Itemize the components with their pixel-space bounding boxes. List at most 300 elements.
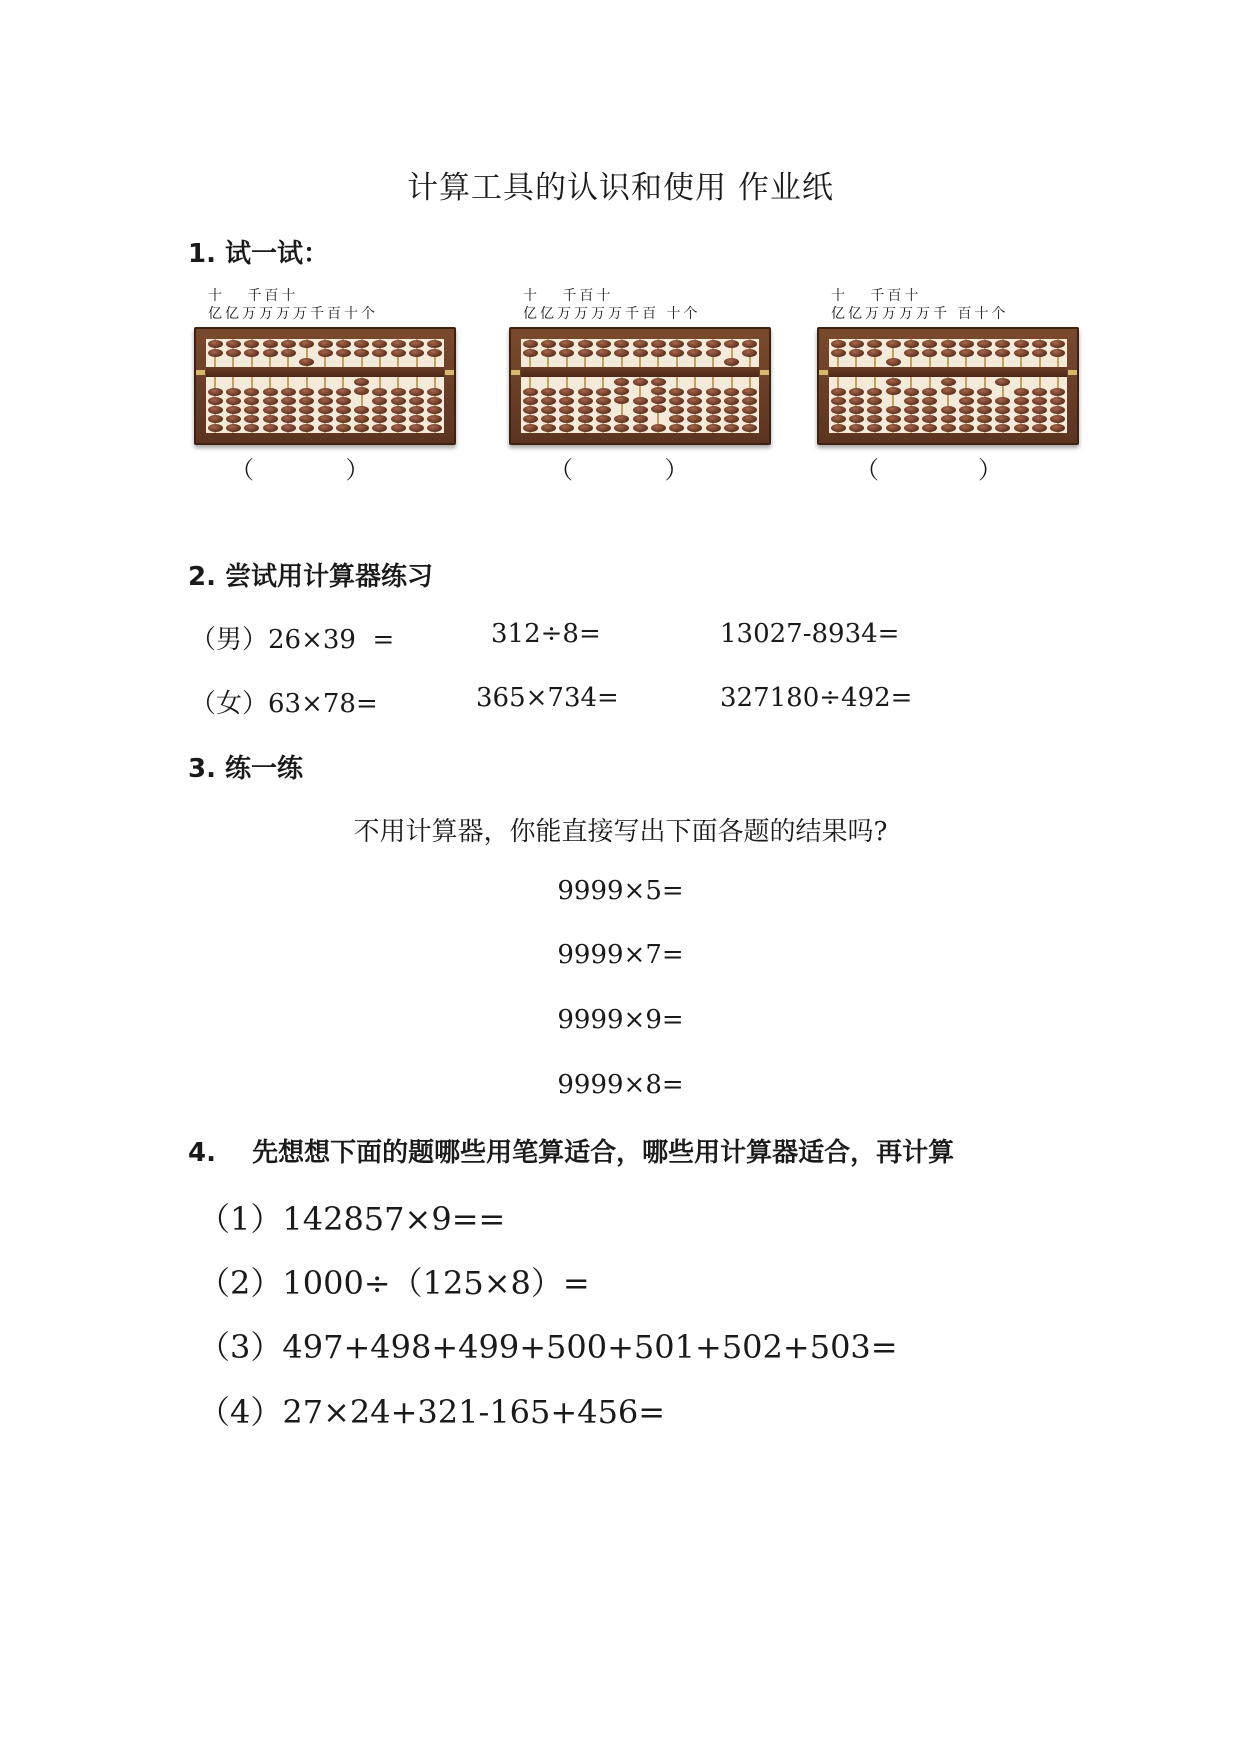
abacus-bead-icon (281, 397, 296, 405)
practice-item: 9999×7= (557, 940, 684, 970)
practice-prompt: 不用计算器，你能直接写出下面各题的结果吗? (353, 817, 888, 847)
abacus-bead-icon (263, 406, 278, 414)
abacus-bead-icon (867, 397, 882, 405)
abacus-bead-icon (391, 388, 406, 396)
abacus-bead-icon (391, 349, 406, 357)
abacus-bead-icon (941, 424, 956, 432)
abacus-bead-icon (922, 415, 937, 423)
abacus-bead-icon (1032, 388, 1047, 396)
abacus-bead-icon (336, 415, 351, 423)
abacus-bead-icon (614, 340, 629, 348)
calc-exercise: 365×734= (476, 683, 619, 713)
abacus-bead-icon (523, 415, 538, 423)
abacus-bead-icon (299, 415, 314, 423)
abacus-bead-icon (1050, 340, 1065, 348)
abacus-bead-icon (354, 349, 369, 357)
abacus-frame (509, 327, 771, 445)
abacus-3 (817, 287, 1087, 445)
abacus-bead-icon (372, 424, 387, 432)
abacus-bead-icon (724, 424, 739, 432)
abacus-bead-icon (941, 387, 956, 395)
abacus-bead-icon (614, 396, 629, 404)
practice-item: 9999×9= (557, 1005, 684, 1035)
abacus-bead-icon (208, 424, 223, 432)
abacus-bead-icon (886, 406, 901, 414)
abacus-bead-icon (263, 397, 278, 405)
brass-fitting-icon (445, 370, 454, 375)
abacus-place-labels: 十 千百十 亿亿万万万万千百 十个 (523, 288, 701, 322)
abacus-bead-icon (1014, 406, 1029, 414)
abacus-bead-icon (849, 340, 864, 348)
abacus-bead-icon (959, 406, 974, 414)
brass-fitting-icon (196, 370, 205, 375)
abacus-bead-icon (1014, 349, 1029, 357)
abacus-bead-icon (995, 424, 1010, 432)
abacus-bead-icon (959, 388, 974, 396)
abacus-bead-icon (687, 397, 702, 405)
abacus-bead-icon (409, 406, 424, 414)
abacus-bead-icon (724, 358, 739, 366)
abacus-bead-icon (281, 415, 296, 423)
abacus-bead-icon (706, 406, 721, 414)
abacus-bead-icon (578, 340, 593, 348)
abacus-bead-icon (687, 415, 702, 423)
abacus-bead-icon (354, 378, 369, 386)
section-1-heading: 1. 试一试： (188, 239, 330, 269)
calc-exercise: （女）63×78= (190, 689, 378, 719)
abacus-bead-icon (263, 340, 278, 348)
abacus-bead-icon (669, 424, 684, 432)
section-3-heading: 3. 练一练 (188, 754, 304, 784)
choose-method-item: （1）142857×9== (198, 1200, 506, 1238)
abacus-bead-icon (336, 388, 351, 396)
abacus-bead-icon (409, 424, 424, 432)
abacus-bead-icon (687, 388, 702, 396)
abacus-bead-icon (651, 387, 666, 395)
abacus-bead-icon (244, 340, 259, 348)
abacus-bead-icon (742, 415, 757, 423)
abacus-bead-icon (208, 415, 223, 423)
abacus-bead-icon (1050, 406, 1065, 414)
abacus-bead-icon (977, 349, 992, 357)
abacus-bead-icon (427, 406, 442, 414)
abacus-bead-icon (208, 340, 223, 348)
abacus-bead-icon (959, 340, 974, 348)
abacus-bead-icon (669, 340, 684, 348)
abacus-bead-icon (263, 415, 278, 423)
abacus-bead-icon (427, 415, 442, 423)
abacus-bead-icon (977, 388, 992, 396)
abacus-bead-icon (596, 406, 611, 414)
abacus-bead-icon (226, 415, 241, 423)
abacus-1 (194, 287, 464, 445)
choose-method-item: （4）27×24+321-165+456= (198, 1393, 666, 1431)
abacus-bead-icon (281, 406, 296, 414)
abacus-bead-icon (1050, 397, 1065, 405)
choose-method-item: （3）497+498+499+500+501+502+503= (198, 1328, 898, 1366)
abacus-bead-icon (263, 349, 278, 357)
abacus-bead-icon (318, 397, 333, 405)
abacus-bead-icon (596, 397, 611, 405)
abacus-bead-icon (1032, 340, 1047, 348)
abacus-bead-icon (886, 415, 901, 423)
abacus-bead-icon (724, 397, 739, 405)
abacus-bead-icon (941, 406, 956, 414)
abacus-bead-icon (299, 424, 314, 432)
abacus-bead-icon (226, 406, 241, 414)
choose-method-item: （2）1000÷（125×8）= (198, 1264, 590, 1302)
abacus-bead-icon (742, 424, 757, 432)
abacus-bead-icon (633, 397, 648, 405)
abacus-bead-icon (995, 349, 1010, 357)
abacus-bead-icon (651, 340, 666, 348)
abacus-bead-icon (409, 415, 424, 423)
abacus-bead-icon (226, 397, 241, 405)
abacus-bead-icon (904, 349, 919, 357)
abacus-bead-icon (391, 340, 406, 348)
abacus-bead-icon (849, 415, 864, 423)
answer-blank-2[interactable]: （ ） (549, 456, 689, 484)
abacus-bead-icon (959, 397, 974, 405)
abacus-bead-icon (208, 397, 223, 405)
calc-exercise: 312÷8= (491, 619, 601, 649)
abacus-bead-icon (391, 415, 406, 423)
abacus-bead-icon (904, 397, 919, 405)
section-4-heading: 4. 先想想下面的题哪些用笔算适合，哪些用计算器适合，再计算 (188, 1138, 955, 1168)
practice-item: 9999×5= (557, 876, 684, 906)
abacus-bead-icon (633, 415, 648, 423)
abacus-frame (817, 327, 1079, 445)
abacus-bead-icon (578, 388, 593, 396)
abacus-bead-icon (687, 349, 702, 357)
abacus-bead-icon (299, 397, 314, 405)
abacus-bead-icon (391, 424, 406, 432)
abacus-2 (509, 287, 779, 445)
abacus-bead-icon (831, 388, 846, 396)
abacus-bead-icon (523, 340, 538, 348)
abacus-bead-icon (596, 388, 611, 396)
abacus-bead-icon (633, 340, 648, 348)
abacus-bead-icon (578, 424, 593, 432)
abacus-bead-icon (867, 424, 882, 432)
abacus-bead-icon (578, 406, 593, 414)
section-2-heading: 2. 尝试用计算器练习 (188, 562, 434, 592)
abacus-bead-icon (263, 424, 278, 432)
abacus-bead-icon (941, 349, 956, 357)
abacus-bead-icon (409, 397, 424, 405)
abacus-bead-icon (354, 424, 369, 432)
abacus-bead-icon (831, 397, 846, 405)
abacus-bead-icon (372, 415, 387, 423)
abacus-bead-icon (541, 388, 556, 396)
abacus-bead-icon (354, 406, 369, 414)
abacus-bead-icon (208, 406, 223, 414)
abacus-bead-icon (427, 397, 442, 405)
abacus-bead-icon (409, 340, 424, 348)
abacus-bead-icon (706, 388, 721, 396)
abacus-bead-icon (849, 388, 864, 396)
abacus-bead-icon (244, 349, 259, 357)
abacus-bead-icon (669, 349, 684, 357)
abacus-bead-icon (831, 415, 846, 423)
abacus-bead-icon (614, 387, 629, 395)
abacus-bead-icon (904, 415, 919, 423)
brass-fitting-icon (819, 370, 828, 375)
abacus-bead-icon (318, 406, 333, 414)
abacus-bead-icon (614, 424, 629, 432)
abacus-bead-icon (977, 415, 992, 423)
abacus-bead-icon (372, 388, 387, 396)
abacus-bead-icon (409, 388, 424, 396)
abacus-bead-icon (1050, 388, 1065, 396)
abacus-bead-icon (706, 349, 721, 357)
abacus-bead-icon (208, 388, 223, 396)
abacus-bead-icon (1014, 397, 1029, 405)
abacus-bead-icon (724, 388, 739, 396)
abacus-bead-icon (831, 424, 846, 432)
calc-exercise: 327180÷492= (720, 683, 913, 713)
abacus-bead-icon (244, 406, 259, 414)
abacus-bead-icon (409, 349, 424, 357)
abacus-bead-icon (1050, 415, 1065, 423)
abacus-bead-icon (523, 349, 538, 357)
abacus-bead-icon (226, 340, 241, 348)
abacus-bead-icon (669, 415, 684, 423)
abacus-bead-icon (299, 358, 314, 366)
abacus-bead-icon (651, 378, 666, 386)
abacus-bead-icon (886, 358, 901, 366)
abacus-bead-icon (578, 349, 593, 357)
abacus-bead-icon (633, 349, 648, 357)
calc-exercise: 13027-8934= (720, 619, 900, 649)
abacus-bead-icon (886, 340, 901, 348)
abacus-bead-icon (977, 340, 992, 348)
abacus-bead-icon (541, 424, 556, 432)
abacus-bead-icon (318, 340, 333, 348)
abacus-bead-icon (299, 340, 314, 348)
abacus-bead-icon (742, 388, 757, 396)
abacus-bead-icon (724, 340, 739, 348)
abacus-bead-icon (959, 424, 974, 432)
abacus-bead-icon (372, 340, 387, 348)
abacus-bead-icon (1032, 424, 1047, 432)
abacus-bead-icon (559, 340, 574, 348)
abacus-bead-icon (336, 424, 351, 432)
abacus-bead-icon (263, 388, 278, 396)
abacus-bead-icon (299, 388, 314, 396)
abacus-bead-icon (941, 415, 956, 423)
abacus-bead-icon (977, 397, 992, 405)
abacus-frame (194, 327, 456, 445)
answer-blank-1[interactable]: （ ） (230, 456, 370, 484)
abacus-bead-icon (1014, 340, 1029, 348)
abacus-bead-icon (922, 397, 937, 405)
abacus-bead-icon (427, 340, 442, 348)
abacus-bead-icon (1050, 349, 1065, 357)
abacus-bead-icon (886, 387, 901, 395)
abacus-bead-icon (427, 388, 442, 396)
abacus-bead-icon (831, 340, 846, 348)
abacus-bead-icon (281, 340, 296, 348)
abacus-bead-icon (427, 424, 442, 432)
abacus-bead-icon (244, 397, 259, 405)
abacus-bead-icon (318, 424, 333, 432)
abacus-bead-icon (541, 415, 556, 423)
abacus-bead-icon (559, 415, 574, 423)
abacus-bead-icon (318, 415, 333, 423)
abacus-bead-icon (849, 424, 864, 432)
abacus-bead-icon (886, 424, 901, 432)
abacus-bead-icon (941, 340, 956, 348)
abacus-bead-icon (596, 349, 611, 357)
abacus-bead-icon (904, 424, 919, 432)
abacus-bead-icon (372, 397, 387, 405)
abacus-bead-icon (742, 406, 757, 414)
abacus-bead-icon (226, 424, 241, 432)
abacus-bead-icon (651, 405, 666, 413)
abacus-bead-icon (904, 406, 919, 414)
abacus-bead-icon (523, 388, 538, 396)
calc-exercise: （男）26×39 = (190, 625, 395, 655)
abacus-bead-icon (208, 349, 223, 357)
abacus-bead-icon (995, 397, 1010, 405)
abacus-bead-icon (226, 349, 241, 357)
abacus-place-labels: 十 千百十 亿亿万万万万千 百十个 (831, 288, 1009, 322)
abacus-bead-icon (724, 406, 739, 414)
abacus-bead-icon (831, 406, 846, 414)
abacus-bead-icon (523, 424, 538, 432)
abacus-bead-icon (1032, 406, 1047, 414)
abacus-bead-icon (523, 406, 538, 414)
abacus-bead-icon (706, 340, 721, 348)
abacus-bead-icon (922, 349, 937, 357)
abacus-bead-icon (831, 349, 846, 357)
abacus-bead-icon (596, 340, 611, 348)
abacus-bead-icon (742, 349, 757, 357)
abacus-bead-icon (724, 415, 739, 423)
abacus-bead-icon (669, 388, 684, 396)
abacus-bead-icon (391, 406, 406, 414)
abacus-bead-icon (244, 415, 259, 423)
abacus-bead-icon (541, 349, 556, 357)
abacus-bead-icon (959, 415, 974, 423)
abacus-bead-icon (687, 340, 702, 348)
abacus-bead-icon (281, 424, 296, 432)
practice-item: 9999×8= (557, 1070, 684, 1100)
abacus-bead-icon (669, 397, 684, 405)
abacus-bead-icon (995, 415, 1010, 423)
answer-blank-3[interactable]: （ ） (855, 456, 1003, 484)
abacus-bead-icon (1032, 349, 1047, 357)
abacus-bead-icon (354, 387, 369, 395)
abacus-bead-icon (849, 406, 864, 414)
brass-fitting-icon (760, 370, 769, 375)
abacus-bead-icon (1032, 415, 1047, 423)
abacus-bead-icon (559, 424, 574, 432)
abacus-bead-icon (1014, 388, 1029, 396)
abacus-bead-icon (372, 349, 387, 357)
abacus-bead-icon (651, 349, 666, 357)
abacus-bead-icon (244, 388, 259, 396)
abacus-bead-icon (867, 415, 882, 423)
abacus-bead-icon (687, 424, 702, 432)
abacus-bead-icon (559, 397, 574, 405)
abacus-bead-icon (687, 406, 702, 414)
abacus-bead-icon (742, 340, 757, 348)
abacus-bead-icon (336, 397, 351, 405)
abacus-bead-icon (523, 397, 538, 405)
abacus-bead-icon (614, 415, 629, 423)
abacus-bead-icon (299, 406, 314, 414)
abacus-bead-icon (651, 396, 666, 404)
abacus-bead-icon (244, 424, 259, 432)
abacus-bead-icon (578, 415, 593, 423)
abacus-bead-icon (559, 349, 574, 357)
abacus-bead-icon (559, 406, 574, 414)
abacus-bead-icon (959, 349, 974, 357)
abacus-bead-icon (633, 424, 648, 432)
abacus-bead-icon (578, 397, 593, 405)
abacus-bead-icon (669, 406, 684, 414)
abacus-bead-icon (849, 397, 864, 405)
abacus-bead-icon (354, 340, 369, 348)
abacus-bead-icon (651, 424, 666, 432)
abacus-bead-icon (281, 349, 296, 357)
abacus-bead-icon (372, 406, 387, 414)
abacus-bead-icon (867, 388, 882, 396)
abacus-bead-icon (354, 415, 369, 423)
abacus-bead-icon (706, 415, 721, 423)
abacus-bead-icon (706, 424, 721, 432)
abacus-bead-icon (867, 349, 882, 357)
abacus-bead-icon (427, 349, 442, 357)
abacus-bead-icon (977, 424, 992, 432)
abacus-bead-icon (1014, 415, 1029, 423)
abacus-bead-icon (633, 378, 648, 386)
abacus-bead-icon (941, 378, 956, 386)
brass-fitting-icon (511, 370, 520, 375)
abacus-bead-icon (596, 415, 611, 423)
abacus-bead-icon (336, 349, 351, 357)
abacus-bead-icon (904, 340, 919, 348)
abacus-bead-icon (922, 424, 937, 432)
abacus-bead-icon (995, 406, 1010, 414)
abacus-bead-icon (922, 340, 937, 348)
abacus-bead-icon (995, 378, 1010, 386)
abacus-bead-icon (633, 406, 648, 414)
abacus-bead-icon (391, 397, 406, 405)
abacus-bead-icon (318, 349, 333, 357)
abacus-place-labels: 十 千百十 亿亿万万万万千百十个 (208, 288, 378, 322)
abacus-bead-icon (541, 397, 556, 405)
abacus-bead-icon (922, 388, 937, 396)
abacus-bead-icon (995, 340, 1010, 348)
abacus-bead-icon (614, 378, 629, 386)
abacus-bead-icon (1050, 424, 1065, 432)
abacus-bead-icon (742, 397, 757, 405)
abacus-bead-icon (596, 424, 611, 432)
page-title: 计算工具的认识和使用 作业纸 (407, 170, 834, 206)
abacus-bead-icon (318, 388, 333, 396)
abacus-bead-icon (226, 388, 241, 396)
abacus-bead-icon (336, 406, 351, 414)
abacus-bead-icon (922, 406, 937, 414)
abacus-bead-icon (867, 340, 882, 348)
abacus-bead-icon (541, 340, 556, 348)
abacus-bead-icon (559, 388, 574, 396)
abacus-bead-icon (706, 397, 721, 405)
abacus-bead-icon (849, 349, 864, 357)
